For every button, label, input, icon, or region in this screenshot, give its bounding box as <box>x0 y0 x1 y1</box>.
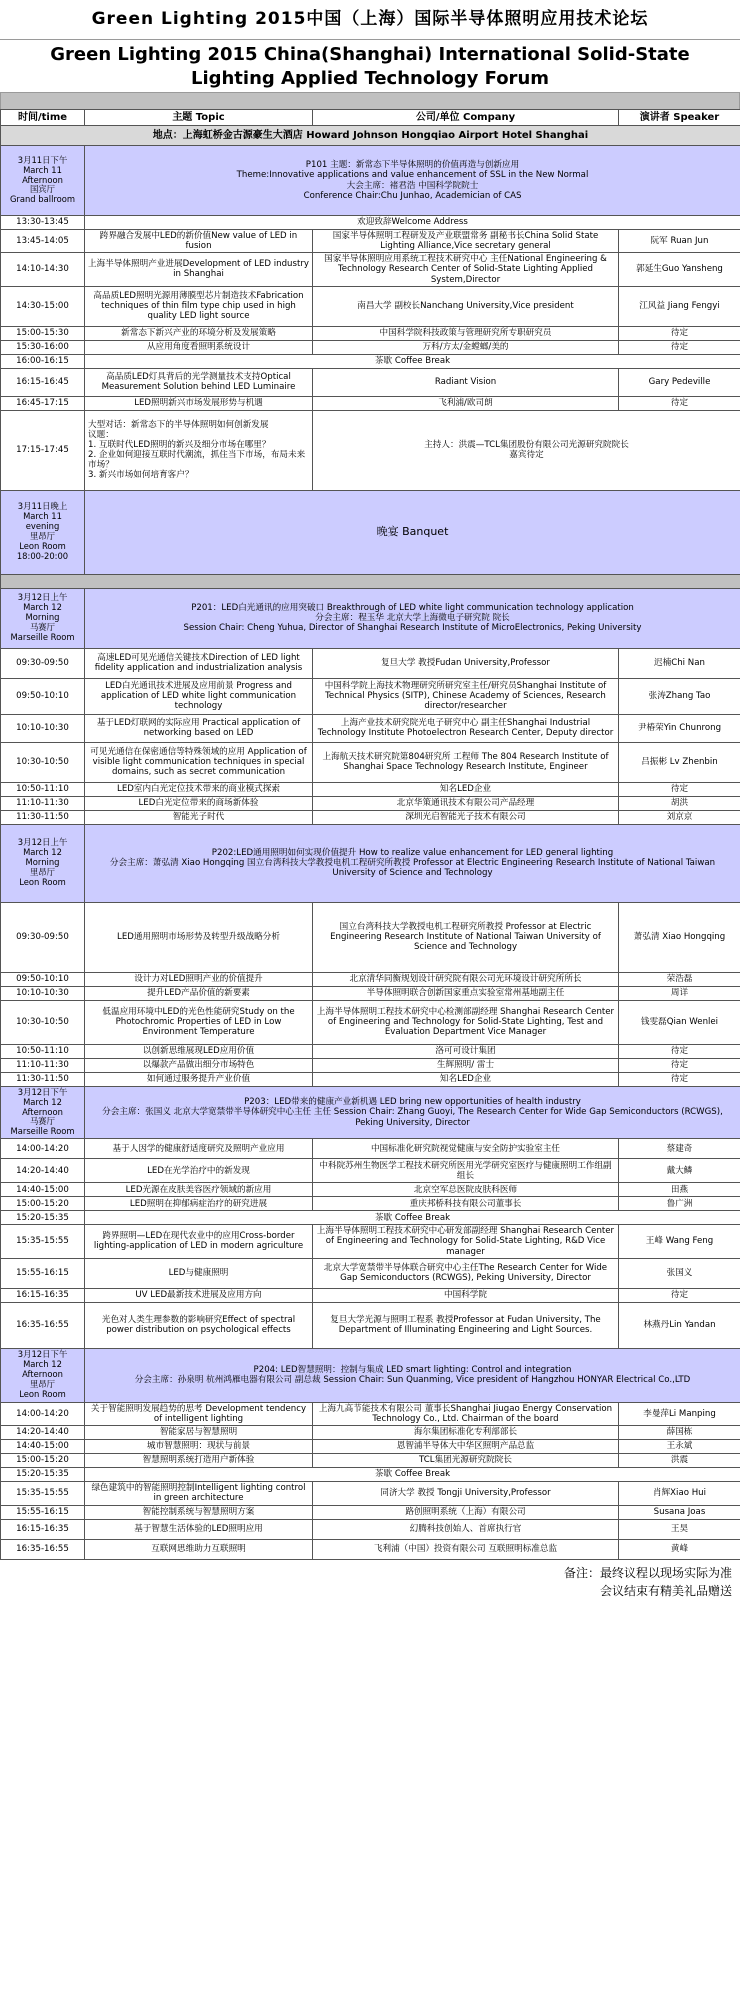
topic-cell: 高速LED可见光通信关键技术Direction of LED light fidelity application and industrialization analysis <box>85 648 313 678</box>
topic-cell: LED照明在抑郁病症治疗的研究进展 <box>85 1197 313 1211</box>
table-row <box>1 1225 740 1258</box>
full-row-text: 欢迎致辞Welcome Address <box>85 216 740 230</box>
banquet-text: 晚宴 Banquet <box>85 490 740 574</box>
company-cell: 国家半导体照明应用系统工程技术研究中心 主任National Engineering & Technology Research Center of Solid-State Lighting Applied System,Director <box>313 253 619 286</box>
table-row <box>1 1159 740 1183</box>
time-cell: 11:10-11:30 <box>1 796 85 810</box>
company-cell: 中国科学院科技政策与管理研究所专职研究员 <box>313 326 619 340</box>
company-cell: 生辉照明/ 雷士 <box>313 1058 619 1072</box>
speaker-cell: 迟楠Chi Nan <box>619 648 740 678</box>
speaker-cell: 待定 <box>619 1288 740 1302</box>
company-cell: 北京华策通讯技术有限公司产品经理 <box>313 796 619 810</box>
full-row-text: 茶歇 Coffee Break <box>85 1467 740 1481</box>
company-cell: 中科院苏州生物医学工程技术研究所医用光学研究室医疗与健康照明工作组副组长 <box>313 1159 619 1183</box>
title-block <box>0 0 740 93</box>
topic-cell: 高品质LED灯具背后的光学测量技术支持Optical Measurement Solution behind LED Luminaire <box>85 368 313 396</box>
speaker-cell: 待定 <box>619 1044 740 1058</box>
topic-cell: 设计力对LED照明产业的价值提升 <box>85 972 313 986</box>
company-cell: 国立台湾科技大学教授电机工程研究所教授 Professor at Electric Engineering Research Institute of National Taiwan University of Science and Technology <box>313 902 619 972</box>
topic-cell: UV LED最新技术进展及应用方向 <box>85 1288 313 1302</box>
topic-cell: LED白光通讯技术进展及应用前景 Progress and application of LED white light communication technology <box>85 678 313 714</box>
table-row <box>1 972 740 986</box>
speaker-cell: Gary Pedeville <box>619 368 740 396</box>
speaker-cell: 待定 <box>619 782 740 796</box>
table-row <box>1 986 740 1000</box>
company-cell: 北京清华同衡规划设计研究院有限公司光环境设计研究所所长 <box>313 972 619 986</box>
speaker-cell: 待定 <box>619 1072 740 1086</box>
time-cell: 16:15-16:45 <box>1 368 85 396</box>
company-cell: 北京大学宽禁带半导体联合研究中心主任The Research Center for Wide Gap Semiconductors (RCWGS), Peking University, Director <box>313 1258 619 1288</box>
header-time: 时间/time <box>1 110 85 126</box>
company-cell: 飞利浦（中国）投资有限公司 互联照明标准总监 <box>313 1539 619 1559</box>
table-row <box>1 354 740 368</box>
company-cell: 同济大学 教授 Tongji University,Professor <box>313 1481 619 1505</box>
time-cell: 16:35-16:55 <box>1 1539 85 1559</box>
topic-cell: 关于智能照明发展趋势的思考 Development tendency of intelligent lighting <box>85 1402 313 1425</box>
speaker-cell: 钱雯磊Qian Wenlei <box>619 1000 740 1044</box>
speaker-cell: 郭延生Guo Yansheng <box>619 253 740 286</box>
topic-cell: 以创新思维展现LED应用价值 <box>85 1044 313 1058</box>
table-row <box>1 253 740 286</box>
speaker-cell: 李曼萍Li Manping <box>619 1402 740 1425</box>
topic-cell: LED照明新兴市场发展形势与机遇 <box>85 396 313 410</box>
table-row <box>1 810 740 824</box>
company-cell: 国家半导体照明工程研发及产业联盟常务 副秘书长China Solid State Lighting Alliance,Vice secretary general <box>313 230 619 253</box>
table-row <box>1 902 740 972</box>
separator-cell <box>1 574 740 588</box>
speaker-cell: 张国义 <box>619 1258 740 1288</box>
table-row <box>1 1402 740 1425</box>
time-cell: 15:00-15:20 <box>1 1197 85 1211</box>
topic-cell: 智能家居与智慧照明 <box>85 1425 313 1439</box>
speaker-cell: 待定 <box>619 1058 740 1072</box>
company-cell: 复旦大学光源与照明工程系 教授Professor at Fudan University, The Department of Illuminating Engineering and Light Sources. <box>313 1302 619 1348</box>
topic-cell: 基于智慧生活体验的LED照明应用 <box>85 1519 313 1539</box>
day-label: 3月12日上午 March 12 Morning 里昂厅 Leon Room <box>1 824 85 902</box>
table-row <box>1 1000 740 1044</box>
company-cell: 上海半导体照明工程技术研究中心研发部副经理 Shanghai Research Center of Engineering and Technology for Solid-State Lighting, R&D Vice manager <box>313 1225 619 1258</box>
location-row <box>1 126 740 146</box>
topic-cell: 高品质LED照明光源用薄膜型芯片制造技术Fabrication techniques of thin film type chip used in high quality LED light source <box>85 286 313 326</box>
time-cell: 16:45-17:15 <box>1 396 85 410</box>
agenda-body <box>1 126 740 1560</box>
topic-cell: 智慧照明系统打造用户新体验 <box>85 1453 313 1467</box>
time-cell: 09:50-10:10 <box>1 972 85 986</box>
session-description: P101 主题：新常态下半导体照明的价值再造与创新应用 Theme:Innovative applications and value enhancement of SSL in the New Normal 大会主席：褚君浩 中国科学院院士 Conference Chair:Chu Junhao, Academician of CAS <box>85 146 740 216</box>
table-row <box>1 1439 740 1453</box>
table-row <box>1 1505 740 1519</box>
topic-cell: LED白光定位带来的商场新体验 <box>85 796 313 810</box>
header-speaker: 演讲者 Speaker <box>619 110 740 126</box>
company-cell: 中国标准化研究院视觉健康与安全防护实验室主任 <box>313 1139 619 1159</box>
table-row <box>1 1072 740 1086</box>
session-header-row <box>1 824 740 902</box>
company-cell: 路创照明系统（上海）有限公司 <box>313 1505 619 1519</box>
footer-notes <box>0 1560 740 1600</box>
time-cell: 15:35-15:55 <box>1 1481 85 1505</box>
full-row-text: 茶歇 Coffee Break <box>85 1211 740 1225</box>
table-row <box>1 782 740 796</box>
speaker-cell: 肖辉Xiao Hui <box>619 1481 740 1505</box>
table-row <box>1 230 740 253</box>
day-label: 3月12日上午 March 12 Morning 马赛厅 Marseille Room <box>1 588 85 648</box>
table-row <box>1 340 740 354</box>
company-cell: Radiant Vision <box>313 368 619 396</box>
company-cell: 上海航天技术研究院第804研究所 工程师 The 804 Research Institute of Shanghai Space Technology Research Institute, Engineer <box>313 742 619 782</box>
session-header-row <box>1 588 740 648</box>
speaker-cell: 待定 <box>619 396 740 410</box>
table-row <box>1 1258 740 1288</box>
topic-cell: LED通用照明市场形势及转型升级战略分析 <box>85 902 313 972</box>
agenda-table <box>0 109 740 1560</box>
table-row <box>1 1519 740 1539</box>
topic-cell: 基于LED灯联网的实际应用 Practical application of networking based on LED <box>85 714 313 742</box>
company-cell: 恩智浦半导体大中华区照明产品总监 <box>313 1439 619 1453</box>
footer-note-2: 会议结束有精美礼品赠送 <box>599 1583 732 1598</box>
time-cell: 14:00-14:20 <box>1 1139 85 1159</box>
session-description: P203：LED带来的健康产业新机遇 LED bring new opportunities of health industry 分会主席：张国义 北京大学宽禁带半导体研究中心主任 主任 Session Chair: Zhang Guoyi, The Research Center for Wide Gap Semiconductors (RCWGS), Peking University, Director <box>85 1086 740 1139</box>
table-row <box>1 678 740 714</box>
header-company: 公司/单位 Company <box>313 110 619 126</box>
table-row <box>1 1302 740 1348</box>
session-description: P201：LED白光通讯的应用突破口 Breakthrough of LED white light communication technology application 分会主席：程玉华 北京大学上海微电子研究院 院长 Session Chair: Cheng Yuhua, Director of Shanghai Research Institute of MicroElectronics, Peking University <box>85 588 740 648</box>
time-cell: 15:55-16:15 <box>1 1505 85 1519</box>
speaker-cell: 周详 <box>619 986 740 1000</box>
time-cell: 11:10-11:30 <box>1 1058 85 1072</box>
time-cell: 10:10-10:30 <box>1 714 85 742</box>
company-cell: 深圳光启智能光子技术有限公司 <box>313 810 619 824</box>
topic-cell: LED室内白光定位技术带来的商业模式探索 <box>85 782 313 796</box>
company-cell: 北京空军总医院皮肤科医师 <box>313 1183 619 1197</box>
time-cell: 11:30-11:50 <box>1 810 85 824</box>
time-cell: 10:30-10:50 <box>1 1000 85 1044</box>
full-row-text: 茶歇 Coffee Break <box>85 354 740 368</box>
company-cell: 飞利浦/欧司朗 <box>313 396 619 410</box>
table-row <box>1 1539 740 1559</box>
title-chinese: Green Lighting 2015中国（上海）国际半导体照明应用技术论坛 <box>0 0 740 40</box>
table-row <box>1 216 740 230</box>
time-cell: 09:50-10:10 <box>1 678 85 714</box>
table-row <box>1 286 740 326</box>
footer-note-1: 备注：最终议程以现场实际为准 <box>563 1565 732 1580</box>
moderator-cell: 主持人：洪震—TCL集团股份有限公司光源研究院院长 嘉宾待定 <box>313 410 740 490</box>
speaker-cell: 待定 <box>619 340 740 354</box>
topic-cell: LED光源在皮肤美容医疗领域的新应用 <box>85 1183 313 1197</box>
table-row <box>1 1211 740 1225</box>
time-cell: 10:10-10:30 <box>1 986 85 1000</box>
topic-cell: 光色对人类生理参数的影响研究Effect of spectral power distribution on psychological effects <box>85 1302 313 1348</box>
speaker-cell: 江风益 Jiang Fengyi <box>619 286 740 326</box>
speaker-cell: 洪震 <box>619 1453 740 1467</box>
table-row <box>1 1139 740 1159</box>
time-cell: 14:20-14:40 <box>1 1159 85 1183</box>
table-row <box>1 396 740 410</box>
time-cell: 15:20-15:35 <box>1 1467 85 1481</box>
header-band <box>0 93 740 109</box>
topic-cell: LED在光学治疗中的新发现 <box>85 1159 313 1183</box>
time-cell: 15:00-15:20 <box>1 1453 85 1467</box>
speaker-cell: 鲁广洲 <box>619 1197 740 1211</box>
speaker-cell: 蔡建奇 <box>619 1139 740 1159</box>
topic-cell: 跨界照明—LED在现代农业中的应用Cross-border lighting-application of LED in modern agriculture <box>85 1225 313 1258</box>
company-cell: 上海半导体照明工程技术研究中心检测部副经理 Shanghai Research Center of Engineering and Technology for Solid-State Lighting, Test and Evaluation Department Vice Manager <box>313 1000 619 1044</box>
company-cell: 万科/方太/金螳螂/美的 <box>313 340 619 354</box>
session-description: P204: LED智慧照明：控制与集成 LED smart lighting: Control and integration 分会主席：孙泉明 杭州鸿雁电器有限公司 副总裁 Session Chair: Sun Quanming, Vice president of Hangzhou HONYAR Electrical Co.,LTD <box>85 1348 740 1402</box>
topic-cell: LED与健康照明 <box>85 1258 313 1288</box>
header-topic: 主题 Topic <box>85 110 313 126</box>
time-cell: 17:15-17:45 <box>1 410 85 490</box>
company-cell: 洛可可设计集团 <box>313 1044 619 1058</box>
session-header-row <box>1 146 740 216</box>
table-row <box>1 410 740 490</box>
company-cell: 上海产业技术研究院光电子研究中心 副主任Shanghai Industrial Technology Institute Photoelectron Research Center, Deputy director <box>313 714 619 742</box>
table-row <box>1 1453 740 1467</box>
topic-cell: 基于人因学的健康舒适度研究及照明产业应用 <box>85 1139 313 1159</box>
topic-cell: 跨界融合发展中LED的新价值New value of LED in fusion <box>85 230 313 253</box>
speaker-cell: 萧弘清 Xiao Hongqing <box>619 902 740 972</box>
time-cell: 15:35-15:55 <box>1 1225 85 1258</box>
time-cell: 15:00-15:30 <box>1 326 85 340</box>
topic-cell: 大型对话：新常态下的半导体照明如何创新发展 议题： 1. 互联时代LED照明的新兴及细分市场在哪里？ 2. 企业如何迎接互联时代潮流，抓住当下市场，布局未来市场？ 3. 新兴市场如何培育客户？ <box>85 410 313 490</box>
topic-cell: 如何通过服务提升产业价值 <box>85 1072 313 1086</box>
topic-cell: 绿色建筑中的智能照明控制Intelligent lighting control in green architecture <box>85 1481 313 1505</box>
time-cell: 09:30-09:50 <box>1 648 85 678</box>
speaker-cell: 林燕丹Lin Yandan <box>619 1302 740 1348</box>
time-cell: 15:20-15:35 <box>1 1211 85 1225</box>
time-cell: 14:00-14:20 <box>1 1402 85 1425</box>
table-row <box>1 1197 740 1211</box>
location-text: 地点：上海虹桥金古源豪生大酒店 Howard Johnson Hongqiao Airport Hotel Shanghai <box>1 126 740 146</box>
banquet-row <box>1 490 740 574</box>
topic-cell: 低温应用环境中LED的光色性能研究Study on the Photochromic Properties of LED in Low Environment Temperature <box>85 1000 313 1044</box>
time-cell: 14:20-14:40 <box>1 1425 85 1439</box>
speaker-cell: 王峰 Wang Feng <box>619 1225 740 1258</box>
company-cell: 知名LED企业 <box>313 1072 619 1086</box>
time-cell: 14:10-14:30 <box>1 253 85 286</box>
title-english: Green Lighting 2015 China(Shanghai) International Solid-State Lighting Applied Technology Forum <box>50 44 690 90</box>
company-cell: TCL集团光源研究院院长 <box>313 1453 619 1467</box>
speaker-cell: 王昊 <box>619 1519 740 1539</box>
day-label: 3月12日下午 March 12 Afternoon 里昂厅 Leon Room <box>1 1348 85 1402</box>
time-cell: 14:30-15:00 <box>1 286 85 326</box>
speaker-cell: Susana Joas <box>619 1505 740 1519</box>
time-cell: 16:35-16:55 <box>1 1302 85 1348</box>
speaker-cell: 戴大鳞 <box>619 1159 740 1183</box>
company-cell: 海尔集团标准化专利部部长 <box>313 1425 619 1439</box>
time-cell: 09:30-09:50 <box>1 902 85 972</box>
table-row <box>1 648 740 678</box>
table-row <box>1 1058 740 1072</box>
company-cell: 上海九高节能技术有限公司 董事长Shanghai Jiugao Energy Conservation Technology Co., Ltd. Chairman of the board <box>313 1402 619 1425</box>
speaker-cell: 王永斌 <box>619 1439 740 1453</box>
topic-cell: 智能光子时代 <box>85 810 313 824</box>
day-label: 3月12日下午 March 12 Afternoon 马赛厅 Marseille Room <box>1 1086 85 1139</box>
time-cell: 14:40-15:00 <box>1 1183 85 1197</box>
table-header-row <box>1 110 740 126</box>
company-cell: 复旦大学 教授Fudan University,Professor <box>313 648 619 678</box>
speaker-cell: 田燕 <box>619 1183 740 1197</box>
time-cell: 15:30-16:00 <box>1 340 85 354</box>
time-cell: 15:55-16:15 <box>1 1258 85 1288</box>
session-header-row <box>1 1086 740 1139</box>
topic-cell: 新常态下新兴产业的环境分析及发展策略 <box>85 326 313 340</box>
topic-cell: 上海半导体照明产业进展Development of LED industry in Shanghai <box>85 253 313 286</box>
topic-cell: 城市智慧照明：现状与前景 <box>85 1439 313 1453</box>
time-cell: 13:45-14:05 <box>1 230 85 253</box>
topic-cell: 智能控制系统与智慧照明方案 <box>85 1505 313 1519</box>
table-row <box>1 1288 740 1302</box>
table-row <box>1 1481 740 1505</box>
speaker-cell: 荣浩磊 <box>619 972 740 986</box>
speaker-cell: 张涛Zhang Tao <box>619 678 740 714</box>
time-cell: 16:15-16:35 <box>1 1288 85 1302</box>
topic-cell: 以爆款产品做出细分市场特色 <box>85 1058 313 1072</box>
topic-cell: 互联网思维助力互联照明 <box>85 1539 313 1559</box>
speaker-cell: 尹椿荣Yin Chunrong <box>619 714 740 742</box>
table-row <box>1 796 740 810</box>
speaker-cell: 薛国栋 <box>619 1425 740 1439</box>
company-cell: 半导体照明联合创新国家重点实验室常州基地副主任 <box>313 986 619 1000</box>
speaker-cell: 阮军 Ruan Jun <box>619 230 740 253</box>
time-cell: 16:00-16:15 <box>1 354 85 368</box>
company-cell: 南昌大学 副校长Nanchang University,Vice president <box>313 286 619 326</box>
speaker-cell: 吕振彬 Lv Zhenbin <box>619 742 740 782</box>
session-description: P202:LED通用照明如何实现价值提升 How to realize value enhancement for LED general lighting 分会主席：萧弘清 Xiao Hongqing 国立台湾科技大学教授电机工程研究所教授 Professor at Electric Engineering Research Institute of National Taiwan University of Science and Technology <box>85 824 740 902</box>
speaker-cell: 胡洪 <box>619 796 740 810</box>
table-row <box>1 1044 740 1058</box>
table-row <box>1 714 740 742</box>
company-cell: 中国科学院上海技术物理研究所研究室主任/研究员Shanghai Institute of Technical Physics (SITP), Chinese Academy of Sciences, Research director/researcher <box>313 678 619 714</box>
topic-cell: 提升LED产品价值的新要素 <box>85 986 313 1000</box>
time-cell: 10:50-11:10 <box>1 782 85 796</box>
time-cell: 11:30-11:50 <box>1 1072 85 1086</box>
day-label: 3月11日下午 March 11 Afternoon 国宾厅 Grand ballroom <box>1 146 85 216</box>
table-row <box>1 368 740 396</box>
time-cell: 16:15-16:35 <box>1 1519 85 1539</box>
time-cell: 10:30-10:50 <box>1 742 85 782</box>
table-row <box>1 326 740 340</box>
company-cell: 幻腾科技创始人、首席执行官 <box>313 1519 619 1539</box>
company-cell: 知名LED企业 <box>313 782 619 796</box>
section-separator <box>1 574 740 588</box>
company-cell: 重庆邦桥科技有限公司董事长 <box>313 1197 619 1211</box>
table-row <box>1 1183 740 1197</box>
table-row <box>1 742 740 782</box>
time-cell: 10:50-11:10 <box>1 1044 85 1058</box>
speaker-cell: 待定 <box>619 326 740 340</box>
time-cell: 13:30-13:45 <box>1 216 85 230</box>
speaker-cell: 黄峰 <box>619 1539 740 1559</box>
speaker-cell: 刘京京 <box>619 810 740 824</box>
company-cell: 中国科学院 <box>313 1288 619 1302</box>
topic-cell: 可见光通信在保密通信等特殊领域的应用 Application of visible light communication techniques in special domains, such as secret communication <box>85 742 313 782</box>
session-header-row <box>1 1348 740 1402</box>
table-row <box>1 1467 740 1481</box>
banquet-label: 3月11日晚上 March 11 evening 里昂厅 Leon Room 18:00-20:00 <box>1 490 85 574</box>
table-row <box>1 1425 740 1439</box>
time-cell: 14:40-15:00 <box>1 1439 85 1453</box>
topic-cell: 从应用角度看照明系统设计 <box>85 340 313 354</box>
